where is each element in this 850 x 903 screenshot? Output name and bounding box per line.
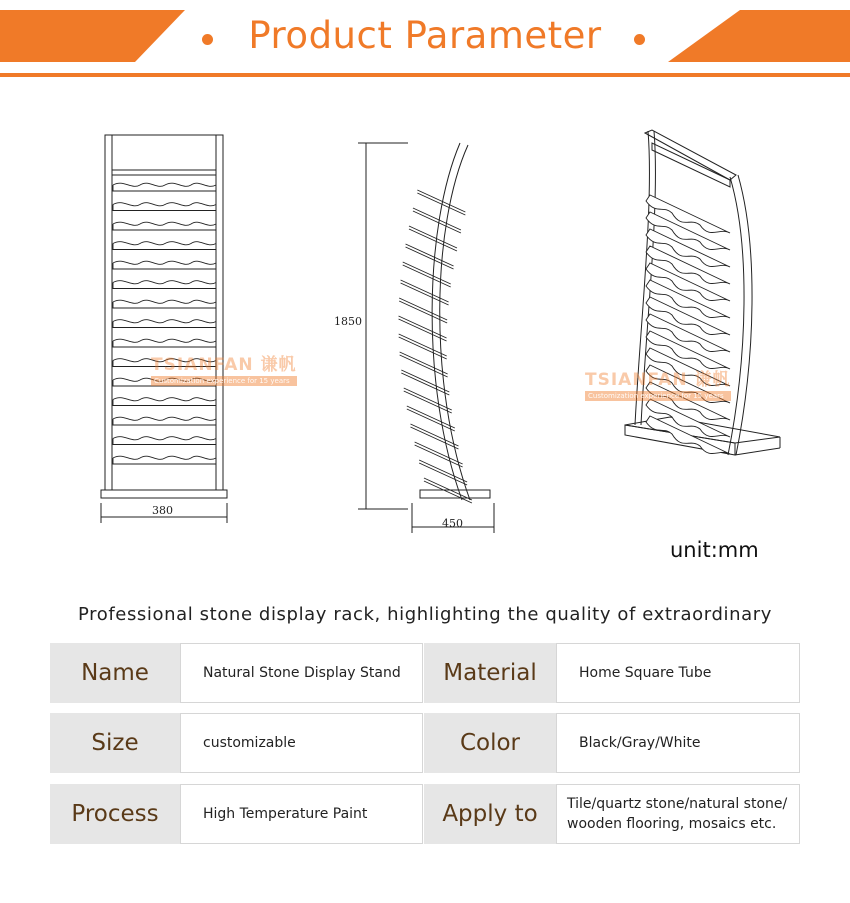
header-banner (0, 0, 850, 80)
front-shelf (113, 242, 216, 250)
front-shelf (113, 456, 216, 464)
front-width-label: 380 (152, 504, 173, 517)
spec-value-name: Natural Stone Display Stand (180, 643, 423, 703)
side-shelf-arm (413, 211, 461, 233)
spec-value-apply-to (556, 784, 800, 844)
side-view-svg (330, 135, 510, 545)
front-shelf (113, 437, 216, 445)
perspective-shelf (646, 195, 730, 233)
front-shelf (113, 300, 216, 308)
spec-label-apply-to: Apply to (424, 784, 556, 844)
spec-value-process: High Temperature Paint (180, 784, 423, 844)
spec-label-process: Process (50, 784, 180, 844)
spec-label-material: Material (424, 643, 556, 703)
front-shelf (113, 183, 216, 191)
front-shelf (113, 203, 216, 211)
side-shelf-arm (401, 373, 449, 395)
side-depth-label: 450 (442, 517, 463, 530)
unit-note: unit:mm (670, 538, 759, 562)
front-shelf (113, 339, 216, 347)
spec-value-apply-to-line1: Tile/quartz stone/natural stone/ (567, 796, 788, 812)
side-shelf-arm (413, 208, 461, 230)
spec-value-color: Black/Gray/White (556, 713, 800, 773)
side-shelf-arm (403, 265, 451, 287)
page-title: Product Parameter (248, 14, 602, 57)
side-shelf-arm (401, 370, 449, 392)
front-view-drawing (95, 125, 295, 525)
perspective-view-drawing (580, 125, 800, 505)
spec-row (50, 643, 800, 703)
side-shelf-arm (406, 244, 454, 266)
title-dot-right (634, 34, 645, 45)
front-watermark-brand: TSIANFAN 谦帆 (151, 355, 297, 375)
perspective-watermark-tagline: Customization experience for 15 years (585, 391, 731, 401)
front-watermark-tagline: Customization experience for 15 years (151, 376, 297, 386)
side-shelf-arm (403, 262, 451, 284)
perspective-watermark (585, 365, 731, 401)
product-subtitle: Professional stone display rack, highlighting the quality of extraordinary (77, 604, 773, 625)
perspective-watermark-brand: TSIANFAN 谦帆 (585, 370, 731, 390)
spec-value-apply-to-line2: wooden flooring, mosaics etc. (567, 816, 777, 832)
side-height-label: 1850 (334, 315, 362, 328)
side-shelf-arm (409, 229, 457, 251)
front-watermark (151, 350, 297, 386)
side-shelf-arm (399, 337, 447, 359)
side-shelf-arm (415, 445, 463, 467)
side-shelf-arm (409, 226, 457, 248)
front-shelf (113, 398, 216, 406)
side-shelf-arm (406, 247, 454, 269)
side-shelf-arm (410, 424, 458, 446)
side-shelf-arm (400, 352, 448, 374)
perspective-view-svg (580, 125, 800, 505)
side-view-drawing (330, 135, 510, 545)
front-view-svg (95, 125, 295, 525)
spec-row (50, 713, 800, 773)
side-shelf-arm (404, 391, 452, 413)
front-shelf (113, 281, 216, 289)
side-shelf-arm (417, 193, 465, 215)
side-shelf-arm (400, 355, 448, 377)
spec-value-material: Home Square Tube (556, 643, 800, 703)
spec-label-size: Size (50, 713, 180, 773)
front-shelf (113, 417, 216, 425)
front-shelf (113, 320, 216, 328)
spec-label-name: Name (50, 643, 180, 703)
side-shelf-arm (401, 280, 449, 302)
front-shelf (113, 222, 216, 230)
spec-label-color: Color (424, 713, 556, 773)
front-shelf (113, 261, 216, 269)
spec-row (50, 784, 800, 844)
spec-value-size: customizable (180, 713, 423, 773)
